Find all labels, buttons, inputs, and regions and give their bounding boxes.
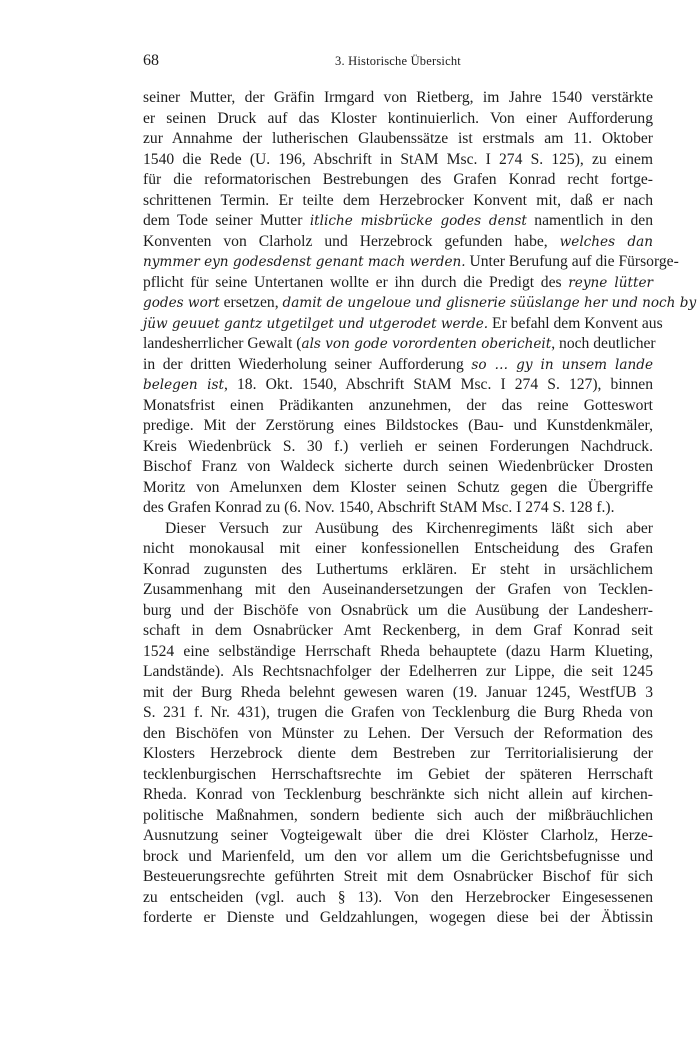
text-segment: Kreis Wiedenbrück S. 30 f.) verlieh er seinen Forderungen Nachdruck. <box>143 437 653 455</box>
text-segment: Bischof Franz von Waldeck sicherte durch seinen Wiedenbrücker Drosten <box>143 458 653 475</box>
page-number: 68 <box>143 52 159 69</box>
text-segment: für die reformatorischen Bestrebungen des Grafen Konrad recht fortge- <box>143 171 653 188</box>
text-line <box>143 908 653 929</box>
text-segment: nicht monokausal mit einer konfessionellen Entscheidung des Grafen <box>143 540 653 557</box>
text-segment: schrittenen Termin. Er teilte dem Herzebrocker Konvent mit, daß er nach <box>143 191 653 209</box>
italic-quote: itliche misbrücke godes denst <box>309 213 527 229</box>
text-line <box>143 560 653 581</box>
text-line <box>143 498 653 519</box>
text-segment: Rheda. Konrad von Tecklenburg beschränkte sich nicht allein auf kirchen- <box>143 786 653 803</box>
text-line <box>143 170 653 191</box>
text-segment: mit der Burg Rheda belehnt gewesen waren (19. Januar 1245, WestfUB 3 <box>143 683 653 701</box>
text-line <box>143 867 653 888</box>
text-line <box>143 601 653 622</box>
text-segment: Monatsfrist einen Prädikanten anzunehmen, der das reine Gotteswort <box>143 396 653 414</box>
text-line <box>143 109 653 130</box>
text-line <box>143 806 653 827</box>
text-segment: landesherrlicher Gewalt ( <box>143 335 302 352</box>
text-segment: des Grafen Konrad zu (6. Nov. 1540, Abschrift StAM Msc. I 274 S. 128 f.). <box>143 499 615 516</box>
text-segment: Zusammenhang mit den Auseinandersetzungen der Grafen von Tecklen- <box>143 581 653 598</box>
text-line <box>143 416 653 437</box>
text-line <box>143 826 653 847</box>
text-line <box>143 232 653 253</box>
text-segment: tecklenburgischen Herrschaftsrechte im Gebiet der späteren Herrschaft <box>143 765 653 783</box>
text-segment: 1524 eine selbständige Herrschaft Rheda behauptete (dazu Harm Klueting, <box>143 642 653 660</box>
text-line <box>143 437 653 458</box>
text-line <box>143 519 653 540</box>
text-line <box>143 580 653 601</box>
text-segment: ersetzen, <box>219 294 283 311</box>
italic-quote: damit de ungeloue und glisnerie süüslange her und noch by <box>282 295 697 311</box>
page-header <box>143 52 653 74</box>
text-line <box>143 765 653 786</box>
text-segment: Klosters Herzebrock diente dem Bestreben zur Territorialisierung der <box>143 745 653 762</box>
text-segment: pflicht für seine Untertanen wollte er ihn durch die Predigt des <box>143 273 569 291</box>
text-line <box>143 396 653 417</box>
text-segment: , noch deutlicher <box>551 335 656 352</box>
body-text <box>143 88 697 929</box>
text-line <box>143 150 653 171</box>
text-line <box>143 334 656 355</box>
text-line <box>143 252 679 273</box>
text-line <box>143 314 663 335</box>
text-line <box>143 621 653 642</box>
text-segment: brock und Marienfeld, um den vor allem um die Gerichtsbefugnisse und <box>143 847 653 865</box>
text-segment: Ausnutzung seiner Vogteigewalt über die drei Klöster Clarholz, Herze- <box>143 827 653 844</box>
text-segment: Moritz von Amelunxen dem Kloster seinen Schutz gegen die Übergriffe <box>143 478 653 496</box>
text-line <box>143 539 653 560</box>
text-line <box>143 847 653 868</box>
text-line <box>143 457 653 478</box>
text-line <box>143 724 653 745</box>
text-segment: burg und der Bischöfe von Osnabrück um die Ausübung der Landesherr- <box>143 601 653 619</box>
text-line <box>143 191 653 212</box>
italic-quote: reyne lütter <box>568 274 653 291</box>
text-segment: er seinen Druck auf das Kloster kontinuierlich. Von einer Aufforderung <box>143 109 653 127</box>
text-line <box>143 129 653 150</box>
italic-quote: godes wort <box>143 295 220 311</box>
italic-quote: nymmer eyn godesdenst genant mach werden. <box>143 254 466 270</box>
italic-quote: belegen ist <box>143 377 224 393</box>
text-segment: in der dritten Wiederholung seiner Aufforderung <box>143 355 472 373</box>
text-line <box>143 703 653 724</box>
text-line <box>143 478 653 499</box>
text-segment: schaft in dem Osnabrücker Amt Reckenberg, in dem Graf Konrad seit <box>143 622 653 639</box>
text-segment: Dieser Versuch zur Ausübung des Kirchenregiments läßt sich aber <box>165 519 653 537</box>
text-segment: zur Annahme der lutherischen Glaubenssätze ist erstmals am 11. Oktober <box>143 130 653 147</box>
text-segment: predige. Mit der Zerstörung eines Bildstockes (Bau- und Kunstdenkmäler, <box>143 417 653 434</box>
italic-quote: als von gode vorordenten obericheit <box>301 336 552 352</box>
text-segment: politische Maßnahmen, sondern bediente sich auch der mißbräuchlichen <box>143 806 653 824</box>
text-segment: 1540 die Rede (U. 196, Abschrift in StAM Msc. I 274 S. 125), zu einem <box>143 150 653 168</box>
text-segment: , 18. Okt. 1540, Abschrift StAM Msc. I 274 S. 127), binnen <box>223 376 653 393</box>
text-segment: Konrad zugunsten des Luthertums erklären. Er steht in ursächlichem <box>143 560 653 578</box>
text-line <box>143 293 697 314</box>
italic-quote: jüw geuuet gantz utgetilget und utgerodet werde. <box>143 315 489 332</box>
text-segment: zu entscheiden (vgl. auch § 13). Von den Herzebrocker Eingesessenen <box>143 888 653 906</box>
text-segment: namentlich in den <box>526 212 654 229</box>
text-segment: seiner Mutter, der Gräfin Irmgard von Rietberg, im Jahre 1540 verstärkte <box>143 89 653 106</box>
text-segment: den Bischöfen von Münster zu Lehen. Der Versuch der Reformation des <box>143 724 653 742</box>
text-line <box>143 744 653 765</box>
text-line <box>143 273 653 294</box>
text-line <box>143 683 653 704</box>
text-segment: Besteuerungsrechte geführten Streit mit dem Osnabrücker Bischof für sich <box>143 868 653 885</box>
running-head: 3. Historische Übersicht <box>335 54 461 68</box>
text-line <box>143 375 653 396</box>
text-segment: Er befahl dem Konvent aus <box>488 314 663 332</box>
text-line <box>143 642 653 663</box>
text-segment: S. 231 f. Nr. 431), trugen die Grafen von Tecklenburg die Burg Rheda von <box>143 704 653 721</box>
text-line <box>143 888 653 909</box>
text-line <box>143 785 653 806</box>
text-segment: dem Tode seiner Mutter <box>143 212 310 229</box>
text-line <box>143 88 653 109</box>
text-line <box>143 662 653 683</box>
text-segment: Landstände). Als Rechtsnachfolger der Edelherren zur Lippe, die seit 1245 <box>143 663 653 680</box>
italic-quote: so … gy in unsem lande <box>471 356 653 373</box>
text-line <box>143 355 653 376</box>
text-segment: forderte er Dienste und Geldzahlungen, wogegen diese bei der Äbtissin <box>143 909 653 926</box>
italic-quote: welches dan <box>559 233 653 250</box>
text-line <box>143 211 653 232</box>
text-segment: Konventen von Clarholz und Herzebrock gefunden habe, <box>143 232 560 250</box>
text-segment: Unter Berufung auf die Fürsorge- <box>465 253 679 270</box>
